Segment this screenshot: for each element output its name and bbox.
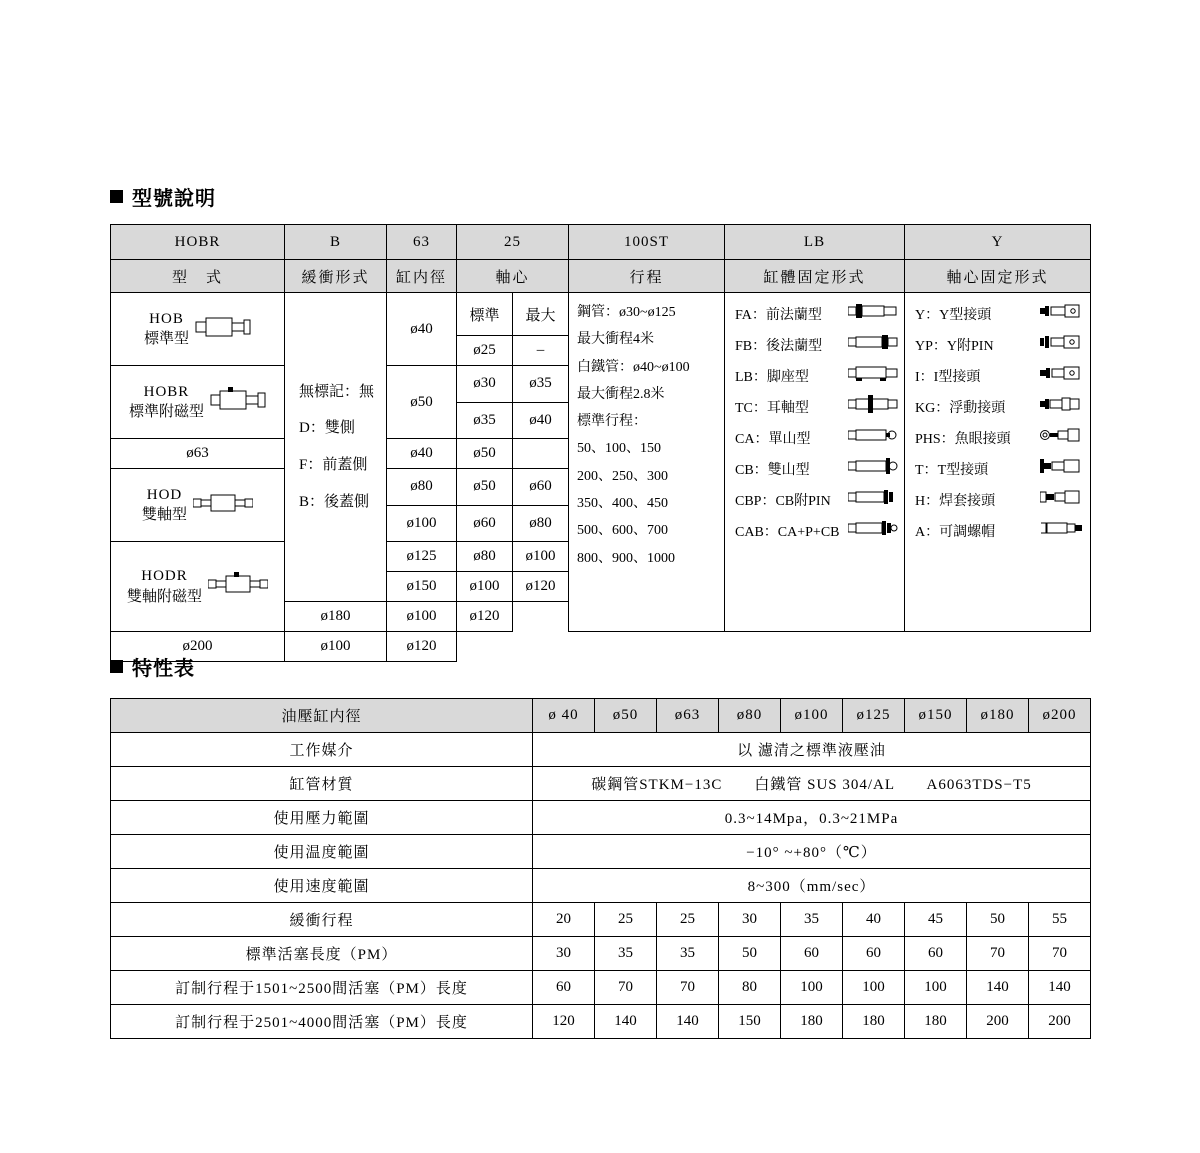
- name-type: 型 式: [111, 260, 285, 293]
- stroke-line-7: 350、400、450: [577, 496, 668, 512]
- spec-label-speed: 使用速度範圍: [111, 869, 533, 903]
- rod-std-0: ø25: [457, 336, 513, 366]
- standard-piston-0: 30: [533, 937, 595, 971]
- mount-code-7: CAB：: [735, 524, 778, 540]
- rodend-label-2: I型接頭: [933, 369, 981, 385]
- cushion-stroke-8: 55: [1029, 903, 1091, 937]
- piston-1501-5: 100: [843, 971, 905, 1005]
- rod-std-2-a: ø35: [457, 402, 513, 439]
- rodend-a-icon: [1040, 519, 1084, 542]
- section-heading-spec-label: 特性表: [132, 658, 195, 680]
- spec-row-material: [111, 767, 1091, 801]
- rod-subheader-std: 標準: [457, 293, 513, 336]
- piston-2501-0: 120: [533, 1005, 595, 1039]
- cushion-stroke-6: 45: [905, 903, 967, 937]
- spec-value-speed: 8~300（mm/sec）: [533, 869, 1091, 903]
- bore-3: ø80: [387, 469, 457, 506]
- standard-piston-4: 60: [781, 937, 843, 971]
- mount-cbp-icon: [848, 488, 898, 511]
- standard-piston-3: 50: [719, 937, 781, 971]
- rod-std-5: ø60: [457, 505, 513, 542]
- rod-std-7: ø100: [457, 572, 513, 602]
- piston-2501-4: 180: [781, 1005, 843, 1039]
- rod-max-7: ø120: [513, 572, 569, 602]
- rodend-code-6: H：: [915, 493, 940, 509]
- rodend-t-icon: [1040, 457, 1084, 480]
- stroke-line-8: 500、600、700: [577, 523, 668, 539]
- spec-bore-8: ø200: [1029, 699, 1091, 733]
- mount-fb-icon: [848, 333, 898, 356]
- mount-row-cb: [735, 453, 898, 484]
- spec-bore-4: ø100: [781, 699, 843, 733]
- spec-label-pressure: 使用壓力範圍: [111, 801, 533, 835]
- code-rod: 25: [457, 225, 569, 260]
- cushion-option-3: B：後蓋側: [299, 493, 370, 510]
- spec-bore-5: ø125: [843, 699, 905, 733]
- cylinder-hob-icon: [195, 314, 251, 345]
- spec-label-standard-piston: 標準活塞長度（PM）: [111, 937, 533, 971]
- spec-label-temperature: 使用温度範圍: [111, 835, 533, 869]
- piston-2501-3: 150: [719, 1005, 781, 1039]
- mount-label-3: 耳軸型: [766, 400, 809, 416]
- mount-label-6: CB附PIN: [775, 493, 831, 509]
- type-hodr-label: 雙軸附磁型: [126, 588, 202, 605]
- stroke-line-0: 鋼管：ø30~ø125: [577, 305, 676, 320]
- piston-2501-6: 180: [905, 1005, 967, 1039]
- rodend-h-icon: [1040, 488, 1084, 511]
- mount-label-7: CA+P+CB: [777, 524, 840, 540]
- cushion-type-cell: [285, 293, 387, 602]
- spec-bore-6: ø150: [905, 699, 967, 733]
- type-hob-label: 標準型: [143, 331, 189, 347]
- piston-2501-1: 140: [595, 1005, 657, 1039]
- standard-piston-5: 60: [843, 937, 905, 971]
- section-heading-spec: [110, 652, 195, 681]
- rod-max-5: ø80: [513, 505, 569, 542]
- cushion-option-2: F：前蓋側: [299, 457, 368, 473]
- spec-value-temperature: −10° ~+80°（℃）: [533, 835, 1091, 869]
- spec-bore-0: ø 40: [533, 699, 595, 733]
- spec-header-label: 油壓缸内徑: [111, 699, 533, 733]
- bore-7: ø180: [285, 602, 387, 632]
- piston-1501-0: 60: [533, 971, 595, 1005]
- rodend-code-5: T：: [915, 462, 938, 478]
- mount-label-0: 前法蘭型: [765, 307, 822, 323]
- spec-row-piston-1501-2500: [111, 971, 1091, 1005]
- rod-end-type-cell: [905, 293, 1091, 632]
- piston-2501-2: 140: [657, 1005, 719, 1039]
- standard-piston-6: 60: [905, 937, 967, 971]
- rod-max-9: ø120: [387, 632, 457, 662]
- mount-row-lb: [735, 360, 898, 391]
- model-code-row: [111, 225, 1091, 260]
- mount-code-5: CB：: [735, 462, 768, 478]
- mount-code-1: FB：: [735, 338, 767, 354]
- cushion-stroke-5: 40: [843, 903, 905, 937]
- model-name-row: [111, 260, 1091, 293]
- cushion-stroke-1: 25: [595, 903, 657, 937]
- type-hobr-code: HOBR: [143, 383, 190, 400]
- rodend-label-4: 魚眼接頭: [954, 431, 1011, 447]
- piston-1501-7: 140: [967, 971, 1029, 1005]
- cushion-stroke-4: 35: [781, 903, 843, 937]
- rod-max-6: ø100: [513, 542, 569, 572]
- rod-subheader-max: 最大: [513, 293, 569, 336]
- name-rodend: 軸心固定形式: [905, 260, 1091, 293]
- mount-label-5: 雙山型: [767, 462, 810, 478]
- type-cell-hob: [111, 293, 285, 366]
- rodend-row-h: [915, 484, 1084, 515]
- cylinder-hobr-icon: [210, 387, 266, 418]
- mount-label-2: 脚座型: [766, 369, 809, 385]
- rodend-y-icon: [1040, 302, 1084, 325]
- rod-max-2-a: ø40: [513, 402, 569, 439]
- rodend-label-1: Y附PIN: [946, 338, 994, 354]
- stroke-cell: [569, 293, 725, 632]
- name-cushion: 緩衝形式: [285, 260, 387, 293]
- type-hod-label: 雙軸型: [141, 507, 187, 523]
- spec-bore-3: ø80: [719, 699, 781, 733]
- name-rod: 軸心: [457, 260, 569, 293]
- spec-label-piston-2501-4000: 訂制行程于2501~4000間活塞（PM）長度: [111, 1005, 533, 1039]
- type-hobr-label: 標準附磁型: [128, 404, 204, 420]
- bore-0: ø40: [387, 293, 457, 366]
- cushion-stroke-2: 25: [657, 903, 719, 937]
- rod-max-3: ø50: [457, 439, 513, 469]
- type-cell-hod: [111, 469, 285, 542]
- cushion-stroke-3: 30: [719, 903, 781, 937]
- standard-piston-7: 70: [967, 937, 1029, 971]
- spec-value-pressure: 0.3~14Mpa，0.3~21MPa: [533, 801, 1091, 835]
- piston-1501-2: 70: [657, 971, 719, 1005]
- code-bore: 63: [387, 225, 457, 260]
- rod-std-8: ø100: [387, 602, 457, 632]
- mount-label-1: 後法蘭型: [766, 338, 823, 354]
- code-cushion: B: [285, 225, 387, 260]
- specification-table: [110, 698, 1091, 1039]
- rodend-label-7: 可調螺帽: [939, 524, 996, 540]
- bore-8: ø200: [111, 632, 285, 662]
- piston-1501-3: 80: [719, 971, 781, 1005]
- piston-1501-6: 100: [905, 971, 967, 1005]
- stroke-line-5: 50、100、150: [577, 441, 661, 457]
- bore-6: ø150: [387, 572, 457, 602]
- type-cell-hobr: [111, 366, 285, 439]
- rod-max-8: ø120: [457, 602, 513, 632]
- spec-bore-2: ø63: [657, 699, 719, 733]
- standard-piston-1: 35: [595, 937, 657, 971]
- stroke-line-2: 白鐵管：ø40~ø100: [577, 359, 690, 375]
- cushion-stroke-7: 50: [967, 903, 1029, 937]
- rodend-label-3: 浮動接頭: [949, 400, 1006, 416]
- rod-max-0: –: [513, 336, 569, 366]
- mount-cb-icon: [848, 457, 898, 480]
- mount-code-2: LB：: [735, 369, 767, 385]
- bore-4: ø100: [387, 505, 457, 542]
- spec-row-cushion-stroke: [111, 903, 1091, 937]
- piston-1501-8: 140: [1029, 971, 1091, 1005]
- standard-piston-2: 35: [657, 937, 719, 971]
- rodend-row-i: [915, 360, 1084, 391]
- rodend-row-kg: [915, 391, 1084, 422]
- mounting-type-cell: [725, 293, 905, 632]
- rodend-label-6: 焊套接頭: [939, 493, 996, 509]
- code-rodend: Y: [905, 225, 1091, 260]
- rodend-code-0: Y：: [915, 307, 940, 323]
- spec-row-medium: [111, 733, 1091, 767]
- spec-label-piston-1501-2500: 訂制行程于1501~2500間活塞（PM）長度: [111, 971, 533, 1005]
- spec-bore-7: ø180: [967, 699, 1029, 733]
- mount-lb-icon: [848, 364, 898, 387]
- rod-std-1: ø30: [457, 366, 513, 403]
- rodend-kg-icon: [1040, 395, 1084, 418]
- piston-2501-5: 180: [843, 1005, 905, 1039]
- rodend-row-t: [915, 453, 1084, 484]
- piston-1501-1: 70: [595, 971, 657, 1005]
- model-designation-table: [110, 224, 1091, 662]
- code-stroke: 100ST: [569, 225, 725, 260]
- piston-2501-7: 200: [967, 1005, 1029, 1039]
- rod-std-3: ø40: [387, 439, 457, 469]
- mount-row-tc: [735, 391, 898, 422]
- name-bore: 缸内徑: [387, 260, 457, 293]
- section-heading-model: [110, 182, 216, 211]
- stroke-line-3: 最大衝程2.8米: [577, 386, 665, 402]
- rodend-row-yp: [915, 329, 1084, 360]
- model-body-row-1: [111, 293, 1091, 336]
- rodend-code-3: KG：: [915, 400, 950, 416]
- spec-row-piston-2501-4000: [111, 1005, 1091, 1039]
- rodend-i-icon: [1040, 364, 1084, 387]
- cushion-stroke-0: 20: [533, 903, 595, 937]
- rodend-row-a: [915, 515, 1084, 546]
- bore-1: ø50: [387, 366, 457, 439]
- bore-2: ø63: [111, 439, 285, 469]
- mount-row-fb: [735, 329, 898, 360]
- bullet-icon: [110, 190, 123, 203]
- rodend-code-2: I：: [915, 369, 934, 385]
- rod-std-9: ø100: [285, 632, 387, 662]
- rodend-code-7: A：: [915, 524, 940, 540]
- cylinder-hodr-icon: [208, 571, 268, 602]
- rodend-row-y: [915, 298, 1084, 329]
- code-mounting: LB: [725, 225, 905, 260]
- stroke-line-4: 標準行程：: [577, 414, 647, 430]
- stroke-line-9: 800、900、1000: [577, 550, 675, 566]
- mount-row-cab: [735, 515, 898, 546]
- mount-ca-icon: [848, 426, 898, 449]
- mount-code-6: CBP：: [735, 493, 776, 509]
- type-hodr-code: HODR: [141, 568, 188, 585]
- mount-label-4: 單山型: [768, 431, 811, 447]
- rod-std-4: ø50: [457, 469, 513, 506]
- rodend-label-5: T型接頭: [937, 462, 989, 478]
- spec-value-material: 碳鋼管STKM−13C 白鐵管 SUS 304/AL A6063TDS−T5: [533, 767, 1091, 801]
- standard-piston-8: 70: [1029, 937, 1091, 971]
- rodend-label-0: Y型接頭: [939, 307, 992, 323]
- section-heading-model-label: 型號說明: [132, 188, 216, 210]
- spec-row-pressure: [111, 801, 1091, 835]
- mount-code-4: CA：: [735, 431, 769, 447]
- model-body-row-11: [111, 632, 1091, 662]
- mount-code-0: FA：: [735, 307, 766, 323]
- cylinder-hod-icon: [193, 490, 253, 521]
- rodend-yp-icon: [1040, 333, 1084, 356]
- rodend-code-1: YP：: [915, 338, 947, 354]
- mount-row-cbp: [735, 484, 898, 515]
- bore-5: ø125: [387, 542, 457, 572]
- spec-label-medium: 工作媒介: [111, 733, 533, 767]
- mount-fa-icon: [848, 302, 898, 325]
- stroke-line-6: 200、250、300: [577, 468, 668, 484]
- spec-row-standard-piston: [111, 937, 1091, 971]
- piston-2501-8: 200: [1029, 1005, 1091, 1039]
- name-mounting: 缸體固定形式: [725, 260, 905, 293]
- rodend-code-4: PHS：: [915, 431, 955, 447]
- rod-std-6: ø80: [457, 542, 513, 572]
- cushion-option-1: D：雙側: [299, 420, 355, 437]
- spec-row-temperature: [111, 835, 1091, 869]
- rod-max-1: ø35: [513, 366, 569, 403]
- type-hob-code: HOB: [149, 310, 184, 327]
- mount-row-fa: [735, 298, 898, 329]
- mount-row-ca: [735, 422, 898, 453]
- spec-label-cushion-stroke: 緩衝行程: [111, 903, 533, 937]
- code-type: HOBR: [111, 225, 285, 260]
- spec-row-speed: [111, 869, 1091, 903]
- spec-label-material: 缸管材質: [111, 767, 533, 801]
- type-hod-code: HOD: [146, 486, 183, 503]
- type-cell-hodr: [111, 542, 285, 632]
- rodend-row-phs: [915, 422, 1084, 453]
- spec-bore-1: ø50: [595, 699, 657, 733]
- rodend-phs-icon: [1040, 426, 1084, 449]
- rod-max-4: ø60: [513, 469, 569, 506]
- stroke-line-1: 最大衝程4米: [577, 332, 654, 348]
- mount-cab-icon: [848, 519, 898, 542]
- mount-tc-icon: [848, 395, 898, 418]
- mount-code-3: TC：: [735, 400, 767, 416]
- piston-1501-4: 100: [781, 971, 843, 1005]
- name-stroke: 行程: [569, 260, 725, 293]
- spec-header-row: [111, 699, 1091, 733]
- spec-value-medium: 以 濾清之標準液壓油: [533, 733, 1091, 767]
- bullet-icon: [110, 660, 123, 673]
- cushion-option-0: 無標記：無: [299, 383, 375, 400]
